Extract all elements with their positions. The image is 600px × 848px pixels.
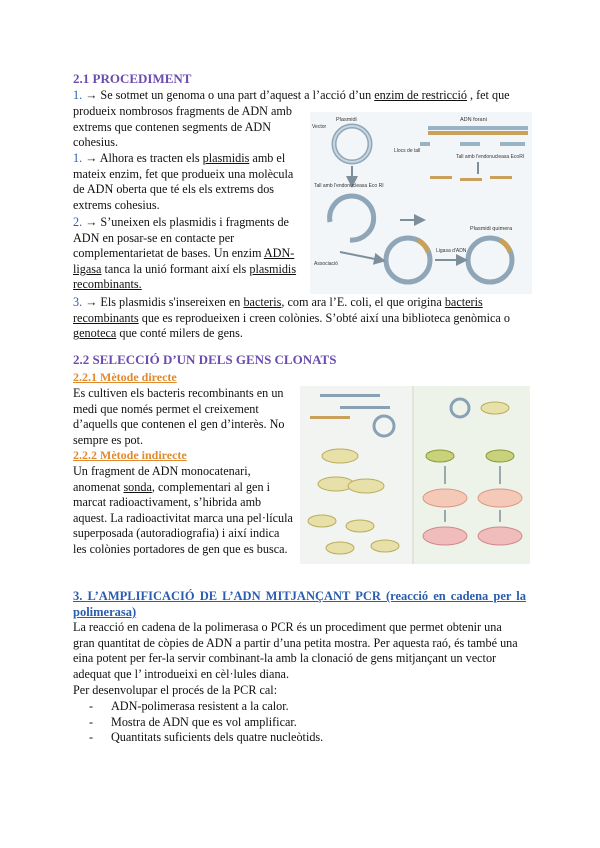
term-enzim-restriccio: enzim de restricció	[374, 88, 467, 102]
pcr-intro: Per desenvolupar el procés de la PCR cal:	[73, 683, 278, 697]
method-direct-title: 2.2.1 Mètode directe	[73, 370, 177, 384]
method-indirect-title: 2.2.2 Mètode indirecte	[73, 448, 187, 462]
term-plasmidis-recombinants: plasmidis recombinants.	[73, 261, 297, 292]
step-1b-paragraph	[73, 151, 305, 213]
step-text: → Alhora es tracten els	[82, 151, 203, 165]
step-number: 2.	[73, 215, 83, 229]
pcr-requirements-list	[73, 699, 526, 746]
list-item: - Mostra de ADN que es vol amplificar.	[73, 715, 526, 731]
label-plasmid-chimera: Plasmidi quimera	[470, 226, 513, 232]
step-2-paragraph	[73, 215, 305, 293]
method-indirect-text	[73, 464, 295, 558]
step-number: 1.	[73, 88, 83, 102]
selection-figure	[300, 386, 530, 564]
term-plasmidis: plasmidis	[202, 151, 250, 165]
step-number: 3.	[73, 295, 83, 309]
label-ligase: Ligasa d'ADN	[436, 248, 467, 254]
step-1-wrap-text: produeix nombrosos fragments de ADN amb extrems que contenen segments de ADN cohesius.	[73, 104, 292, 150]
label-cut-ecori-2: Tall amb l'endonucleasa Eco RI	[314, 183, 384, 189]
recombinant-dna-figure	[310, 112, 532, 294]
label-vector: Vector	[312, 124, 327, 130]
list-item: - Quantitats suficients dels quatre nucleòtids.	[73, 730, 526, 746]
step-text: → S’uneixen els plasmidis i fragments de ADN en posar-se en contacte per complementarietat de bases. Un enzim	[73, 215, 289, 261]
list-item: - ADN-polimerasa resistent a la calor.	[73, 699, 526, 715]
pcr-paragraph: La reacció en cadena de la polimerasa o PCR és un procediment que permet obtenir una gran quantitat de còpies de ADN a partir d’una petita mostra. Per aquesta raó, és també una eina potent per fer-la servir combinant-la amb la clonació de gens mitjançant un vector adequat que l’ introdueixi en cèl·lules diana.	[73, 620, 518, 681]
label-association: Associació	[314, 261, 338, 267]
step-number: 1.	[73, 151, 83, 165]
label-cut-sites: Llocs de tall	[394, 148, 421, 154]
label-plasmid: Plasmidi	[336, 117, 357, 123]
label-cut-ecori: Tall amb l'endonucleasa EcoRI	[456, 154, 525, 160]
step-text: → Se sotmet un genoma o una part d’aquest a l’acció d’un	[82, 88, 375, 102]
section-2-2-title: 2.2 SELECCIÓ D’UN DELS GENS CLONATS	[73, 352, 337, 367]
method-text: , complementari al gen i marcat radioactivament, s’hibrida amb aquest. La radioactivitat marca una pel·lícula superposada (autoradiografia) i així indica les colònies portadores de gen que es busca.	[73, 479, 293, 556]
step-text: tanca la unió formant així els	[101, 261, 250, 276]
term-bacteris: bacteris	[243, 295, 282, 309]
term-adn-ligasa: ADN-ligasa	[73, 246, 295, 276]
step-3-paragraph	[73, 295, 513, 342]
step-text: , fet que	[469, 88, 510, 102]
step-1-paragraph	[73, 88, 305, 104]
step-text: → Els plasmidis s'insereixen en	[82, 295, 244, 309]
section-2-1-title: 2.1 PROCEDIMENT	[73, 71, 192, 86]
term-bacteris-recombinants: bacteris recombinants	[73, 295, 483, 325]
step-1-wrap	[73, 104, 305, 151]
foreign-dna-strand	[428, 126, 528, 130]
step-text: , com ara l’E. coli, el que origina	[281, 295, 445, 309]
step-text: que es reprodueixen i creen colònies. S’obté així una biblioteca genòmica o	[138, 310, 510, 325]
term-genoteca: genoteca	[73, 326, 117, 341]
label-adn-forani: ADN forani	[460, 117, 487, 123]
step-text: que conté milers de gens.	[116, 326, 243, 341]
method-direct-text: Es cultiven els bacteris recombinants en un medi que només permet el creixement d’aquells que contenen el gen d’interès. No sempre es pot.	[73, 386, 285, 447]
term-sonda: sonda	[123, 479, 152, 494]
method-text: Un fragment de ADN monocatenari, anomenat	[73, 464, 251, 494]
step-text: amb el mateix enzim, fet que produeix una molècula de ADN oberta que té els els extrems dos extrems cohesius.	[73, 151, 294, 212]
section-3-title: 3. L’AMPLIFICACIÓ DE L’ADN MITJANÇANT PCR (reacció en cadena per la polimerasa)	[73, 589, 526, 619]
